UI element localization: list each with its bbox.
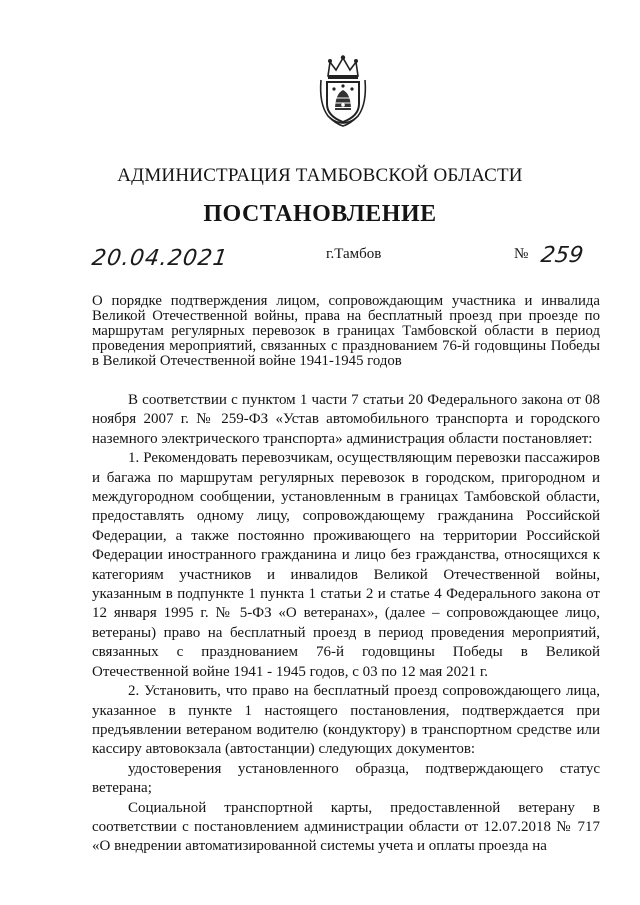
body-paragraph: удостоверения установленного образца, подтверждающего статус ветерана; [92, 760, 600, 797]
document-number: 259 [539, 243, 585, 268]
document-city: г.Тамбов [326, 246, 382, 262]
document-subject: О порядке подтверждения лицом, сопровождающим участника и инвалида Великой Отечественной войны, права на бесплатный проезд при проезде по маршрутам регулярных перевозок в границах Тамбовской области в период проведения мероприятий, связанных с празднованием 76-й годовщины Победы в Великой Отечественной войне 1941-1945 годов [92, 293, 600, 369]
body-paragraph: Социальной транспортной карты, предоставленной ветерану в соответствии с постановлением администрации области от 12.07.2018 № 717 «О внедрении автоматизированной системы учета и оплаты проезда на [92, 799, 600, 855]
document-number-label: № [514, 246, 529, 262]
body-paragraph: 2. Установить, что право на бесплатный проезд сопровождающего лица, указанное в пункте 1 настоящего постановления, подтверждается при предъявлении ветераном водителю (кондуктору) в транспортном средстве или кассиру автовокзала (автостанции) следующих документов: [92, 683, 600, 758]
body-paragraph: В соответствии с пунктом 1 части 7 статьи 20 Федерального закона от 08 ноября 2007 г. № 259-ФЗ «Устав автомобильного транспорта и городского наземного электрического транспорта» администрация области постановляет: [92, 392, 600, 447]
document-date: 20.04.2021 [90, 246, 230, 271]
document-type-title: ПОСТАНОВЛЕНИЕ [203, 201, 437, 227]
body-paragraph: 1. Рекомендовать перевозчикам, осуществляющим перевозки пассажиров и багажа по маршрутам регулярных перевозок в городском, пригородном и междугородном сообщении, установленным в границах Тамбовской области, предоставлять одному лицу, сопровождающему гражданина Российской Федерации, а также постоянно проживающего на территории Российской Федерации иностранного гражданина и лицо без гражданства, относящихся к категориям участников и инвалидов Великой Отечественной войны, указанным в подпункте 1 пункта 1 статьи 2 и статье 4 Федерального закона от 12 января 1995 г. № 5-ФЗ «О ветеранах», (далее – сопровождающее лицо, ветераны) право на бесплатный проезд в период проведения мероприятий, связанных с празднованием 76-й годовщины Победы в Великой Отечественной войне 1941 - 1945 годов, с 03 по 12 мая 2021 г. [92, 450, 600, 680]
document-body [92, 391, 600, 857]
organization-title: АДМИНИСТРАЦИЯ ТАМБОВСКОЙ ОБЛАСТИ [117, 165, 523, 186]
tambov-coat-of-arms-icon [318, 54, 368, 128]
